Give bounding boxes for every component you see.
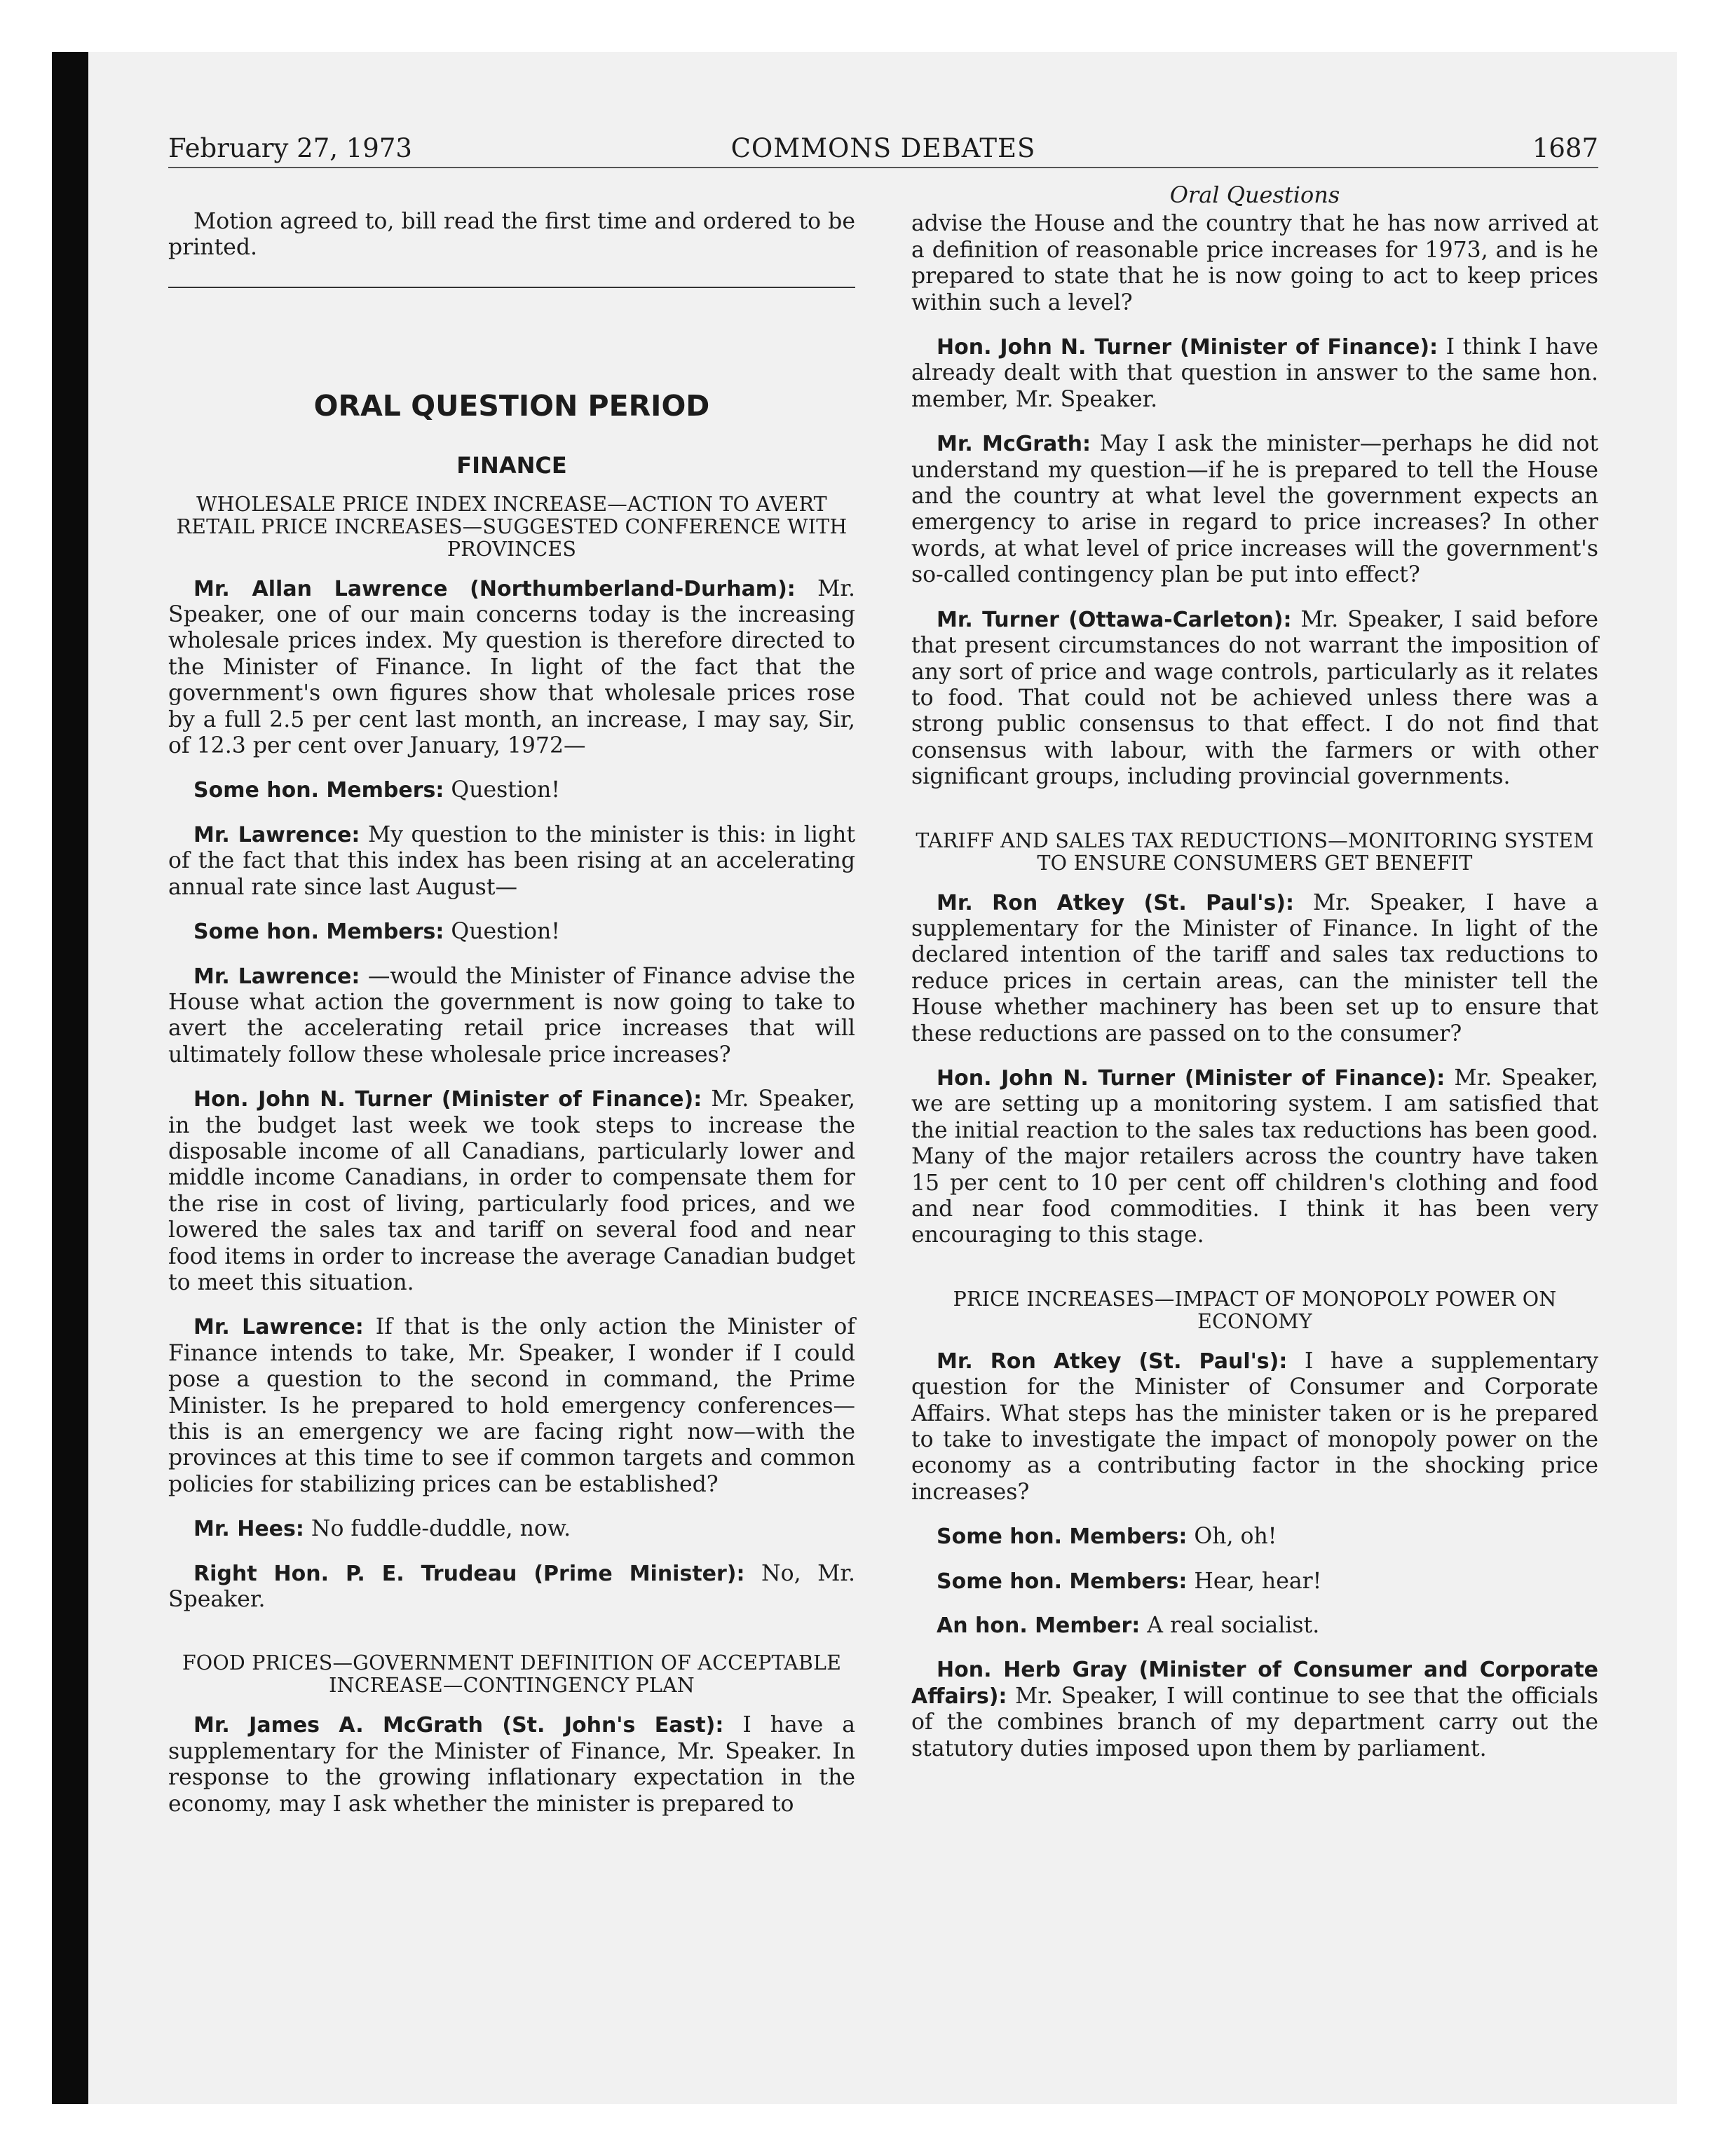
speaker-name: Some hon. Members:	[937, 1569, 1188, 1594]
speech-text: I think I have already dealt with that question in answer to the same hon. member, Mr. Speaker.	[911, 334, 1599, 412]
speech-text: Mr. Speaker, I said before that present circumstances do not warrant the imposition of any sort of price and wage controls, particularly as it relates to food. That could not be achieved unless there was a strong public consensus to that effect. I do not find that consensus with labour, with the farmers or with other significant groups, including provincial governments.	[911, 606, 1598, 790]
speech-text: Mr. Speaker, one of our main concerns today is the increasing wholesale prices index. My question is therefore directed to the Minister of Finance. In light of the fact that the government's own figures show that wholesale prices rose by a full 2.5 per cent last month, an increase, I may say, Sir, of 12.3 per cent over January, 1972—	[168, 575, 856, 759]
section-heading: ORAL QUESTION PERIOD	[313, 388, 710, 423]
speech-entry	[168, 1314, 855, 1498]
speaker-name: Mr. Allan Lawrence (Northumberland-Durham):	[193, 576, 796, 601]
running-head: Oral Questions	[1169, 182, 1340, 208]
speech-text: If that is the only action the Minister of Finance intends to take, Mr. Speaker, I wonder if I could pose a question to the second in command, the Prime Minister. Is he prepared to hold emergency conferences—this is an emergency we are facing right now—with the provinces at this time to see if common targets and common policies for stabilizing prices can be established?	[168, 1314, 856, 1497]
speaker-name: Mr. McGrath:	[937, 432, 1091, 457]
speech-text: I have a supplementary for the Minister of Finance, Mr. Speaker. In response to the growing inflationary expectation in the economy, may I ask whether the minister is prepared to	[168, 1712, 855, 1817]
speech-entry	[911, 1657, 1598, 1762]
speech-entry	[168, 822, 855, 901]
speech-text: A real socialist.	[1147, 1613, 1320, 1639]
header-page-number: 1687	[1532, 133, 1598, 163]
speech-text: Question!	[451, 919, 560, 945]
speech-entry	[168, 1712, 855, 1817]
speech-entry	[911, 431, 1598, 588]
speech-entry	[911, 890, 1598, 1047]
header-date: February 27, 1973	[168, 133, 412, 163]
header-title: COMMONS DEBATES	[730, 133, 1036, 163]
right-column	[911, 182, 1598, 1780]
speech-text: My question to the minister is this: in light of the fact that this index has been rising at an accelerating annual rate since last August—	[168, 821, 855, 900]
speech-entry	[168, 1561, 855, 1613]
speech-entry	[168, 919, 855, 945]
speech-entry	[168, 1086, 855, 1296]
topic-heading: FOOD PRICES—GOVERNMENT DEFINITION OF ACCEPTABLE INCREASE—CONTINGENCY PLAN	[182, 1651, 842, 1698]
speaker-name: Hon. John N. Turner (Minister of Finance):	[937, 1065, 1445, 1091]
speech-entry	[911, 607, 1598, 791]
topic-heading: PRICE INCREASES—IMPACT OF MONOPOLY POWER ON ECONOMY	[953, 1287, 1557, 1333]
section-divider	[168, 287, 855, 288]
binding-edge	[52, 52, 88, 2104]
speaker-name: Hon. John N. Turner (Minister of Finance):	[193, 1087, 702, 1112]
speech-entry	[911, 1349, 1598, 1506]
speech-entry	[168, 964, 855, 1069]
speech-text: Mr. Speaker, I have a supplementary for the Minister of Finance. In light of the declared intention of the tariff and sales tax reductions to reduce prices in certain areas, can the minister tell the House whether machinery has been set up to ensure that these reductions are passed on to the consumer?	[911, 889, 1598, 1046]
speech-text: Oh, oh!	[1194, 1524, 1277, 1550]
topic-heading: WHOLESALE PRICE INDEX INCREASE—ACTION TO AVERT RETAIL PRICE INCREASES—SUGGESTED CONFERENCE WITH PROVINCES	[176, 492, 848, 561]
speaker-name: Some hon. Members:	[193, 778, 444, 803]
speech-text: Mr. Speaker, in the budget last week we took steps to increase the disposable income of all Canadians, particularly lower and middle income Canadians, in order to compensate them for the rise in cost of living, particularly food prices, and we lowered the sales tax and tariff on several food and near food items in order to increase the average Canadian budget to meet this situation.	[168, 1086, 856, 1295]
speech-text: Mr. Speaker, we are setting up a monitoring system. I am satisfied that the initial reaction to the sales tax reductions has been good. Many of the major retailers across the country have taken 15 per cent to 10 per cent off children's clothing and food and near food commodities. I think it has been very encouraging to this stage.	[911, 1065, 1599, 1248]
subject-heading: FINANCE	[456, 452, 567, 479]
speech-text: No, Mr. Speaker.	[168, 1560, 855, 1613]
speech-entry	[168, 1516, 855, 1542]
speaker-name: Some hon. Members:	[193, 920, 444, 945]
speaker-name: Mr. Lawrence:	[193, 1315, 364, 1340]
speaker-name: Some hon. Members:	[937, 1524, 1188, 1550]
continuation-text: advise the House and the country that he has now arrived at a definition of reasonable price increases for 1973, and is he prepared to state that he is now going to act to keep prices within such a level?	[911, 211, 1598, 315]
speech-entry	[168, 777, 855, 803]
speaker-name: Mr. Lawrence:	[193, 964, 360, 989]
speech-text: Mr. Speaker, I will continue to see that the officials of the combines branch of my department carry out the statutory duties imposed upon them by parliament.	[911, 1683, 1599, 1761]
speaker-name: Mr. Ron Atkey (St. Paul's):	[937, 1349, 1288, 1374]
speaker-name: Mr. Hees:	[193, 1517, 304, 1542]
speaker-name: Mr. Turner (Ottawa-Carleton):	[937, 607, 1292, 632]
speaker-name: Hon. John N. Turner (Minister of Finance):	[937, 335, 1438, 360]
speech-entry	[911, 1569, 1598, 1595]
speech-text: —would the Minister of Finance advise the House what action the government is now going to take to avert the accelerating retail price increases that will ultimately follow these wholesale price increases?	[168, 963, 856, 1067]
speech-entry	[911, 1524, 1598, 1550]
document-page	[168, 133, 1598, 1942]
speech-entry	[911, 1065, 1598, 1249]
speaker-name: Right Hon. P. E. Trudeau (Prime Minister):	[193, 1561, 745, 1586]
speech-entry	[168, 576, 855, 760]
speaker-name: Mr. James A. McGrath (St. John's East):	[193, 1713, 724, 1738]
speaker-name: Mr. Ron Atkey (St. Paul's):	[937, 890, 1294, 915]
motion-text: Motion agreed to, bill read the first time and ordered to be printed.	[168, 209, 855, 261]
speech-text: Hear, hear!	[1194, 1568, 1322, 1594]
page-header	[168, 133, 1598, 168]
speech-text: No fuddle-duddle, now.	[311, 1516, 571, 1542]
speech-entry	[911, 1613, 1598, 1639]
topic-heading: TARIFF AND SALES TAX REDUCTIONS—MONITORING SYSTEM TO ENSURE CONSUMERS GET BENEFIT	[916, 828, 1594, 875]
speaker-name: Hon. Herb Gray (Minister of Consumer and Corporate Affairs):	[911, 1658, 1598, 1709]
speech-text: I have a supplementary question for the Minister of Consumer and Corporate Affairs. What steps has the minister taken or is he prepared to take to investigate the impact of monopoly power on the economy as a contributing factor in the shocking price increases?	[911, 1348, 1599, 1505]
speaker-name: Mr. Lawrence:	[193, 822, 360, 847]
speech-text: Question!	[451, 777, 560, 803]
speech-text: May I ask the minister—perhaps he did not understand my question—if he is prepared to tell the House and the country at what level the government expects an emergency to arise in regard to price increases? In other words, at what level of price increases will the government's so-called contingency plan be put into effect?	[911, 431, 1598, 588]
speaker-name: An hon. Member:	[937, 1613, 1141, 1639]
left-column	[168, 182, 855, 1836]
header-rule	[168, 167, 1598, 168]
speech-entry	[911, 334, 1598, 413]
